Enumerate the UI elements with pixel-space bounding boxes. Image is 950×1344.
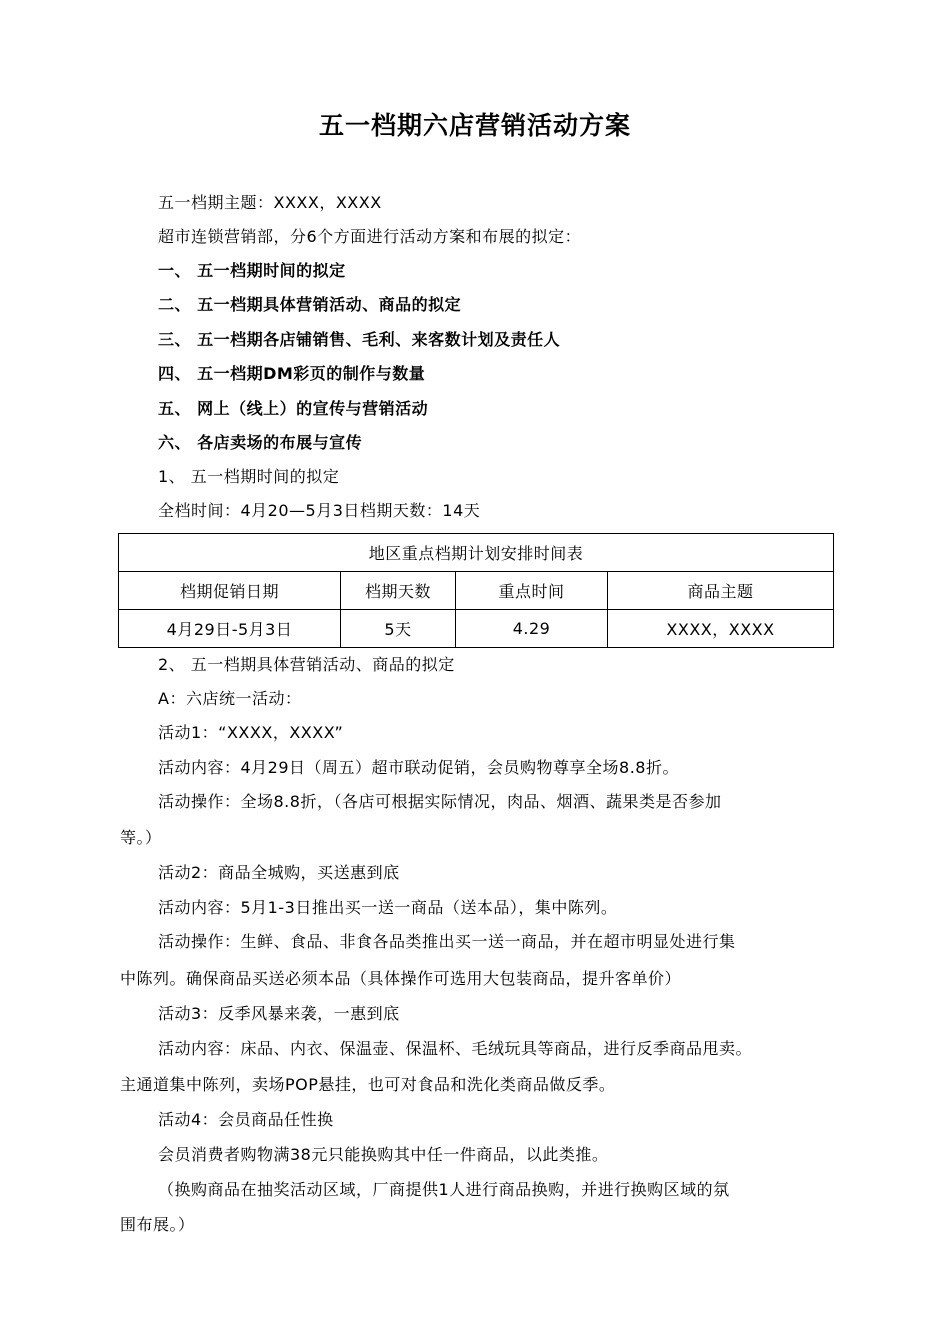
activity4-title: 活动4：会员商品任性换 — [158, 1110, 334, 1129]
table-header-cell: 档期天数 — [341, 572, 456, 610]
outline-item-4: 四、 五一档期DM彩页的制作与数量 — [158, 364, 426, 383]
dept-line: 超市连锁营销部，分6个方面进行活动方案和布展的拟定： — [158, 227, 582, 246]
table-header-cell: 商品主题 — [608, 572, 834, 610]
outline-item-2: 二、 五一档期具体营销活动、商品的拟定 — [158, 295, 462, 314]
activity2-title: 活动2：商品全城购，买送惠到底 — [158, 863, 400, 882]
schedule-table — [118, 533, 834, 648]
table-cell: 4.29 — [456, 610, 608, 648]
activity1-content: 活动内容：4月29日（周五）超市联动促销，会员购物尊享全场8.8折。 — [158, 758, 679, 777]
activity1-title: 活动1：“XXXX，XXXX” — [158, 723, 344, 742]
activity3-content-line2: 主通道集中陈列，卖场POP悬挂，也可对食品和洗化类商品做反季。 — [120, 1075, 616, 1094]
sub-a-line: A：六店统一活动： — [158, 689, 302, 708]
activity4-note-line2: 围布展。） — [120, 1215, 195, 1234]
full-period-line: 全档时间：4月20—5月3日档期天数：14天 — [158, 501, 481, 520]
table-header-row — [119, 572, 834, 610]
table-header-cell: 档期促销日期 — [119, 572, 341, 610]
outline-item-6: 六、 各店卖场的布展与宣传 — [158, 433, 363, 452]
activity1-operation-line1: 活动操作：全场8.8折，（各店可根据实际情况，肉品、烟酒、蔬果类是否参加 — [158, 792, 722, 811]
activity2-operation-line1: 活动操作：生鲜、食品、非食各品类推出买一送一商品，并在超市明显处进行集 — [158, 932, 736, 951]
table-cell: XXXX，XXXX — [608, 610, 834, 648]
outline-item-5: 五、 网上（线上）的宣传与营销活动 — [158, 399, 429, 418]
outline-item-3: 三、 五一档期各店铺销售、毛利、来客数计划及责任人 — [158, 330, 561, 349]
table-header-cell: 重点时间 — [456, 572, 608, 610]
table-row — [119, 610, 834, 648]
document-title: 五一档期六店营销活动方案 — [318, 111, 631, 140]
activity2-content: 活动内容：5月1-3日推出买一送一商品（送本品），集中陈列。 — [158, 898, 618, 917]
theme-line: 五一档期主题：XXXX，XXXX — [158, 193, 382, 212]
table-cell: 5天 — [341, 610, 456, 648]
activity1-operation-line2: 等。） — [120, 828, 162, 847]
activity3-content-line1: 活动内容：床品、内衣、保温壶、保温杯、毛绒玩具等商品，进行反季商品甩卖。 — [158, 1039, 753, 1058]
section2-heading: 2、 五一档期具体营销活动、商品的拟定 — [158, 655, 455, 674]
activity2-operation-line2: 中陈列。确保商品买送必须本品（具体操作可选用大包装商品，提升客单价） — [120, 969, 682, 988]
table-caption-row — [119, 534, 834, 572]
table-cell: 4月29日-5月3日 — [119, 610, 341, 648]
activity4-note-line1: （换购商品在抽奖活动区域，厂商提供1人进行商品换购，并进行换购区域的氛 — [158, 1180, 730, 1199]
section1-heading: 1、 五一档期时间的拟定 — [158, 467, 340, 486]
activity4-content: 会员消费者购物满38元只能换购其中任一件商品，以此类推。 — [158, 1145, 609, 1164]
table-caption: 地区重点档期计划安排时间表 — [119, 534, 834, 572]
outline-item-1: 一、 五一档期时间的拟定 — [158, 261, 346, 280]
activity3-title: 活动3：反季风暴来袭，一惠到底 — [158, 1004, 400, 1023]
